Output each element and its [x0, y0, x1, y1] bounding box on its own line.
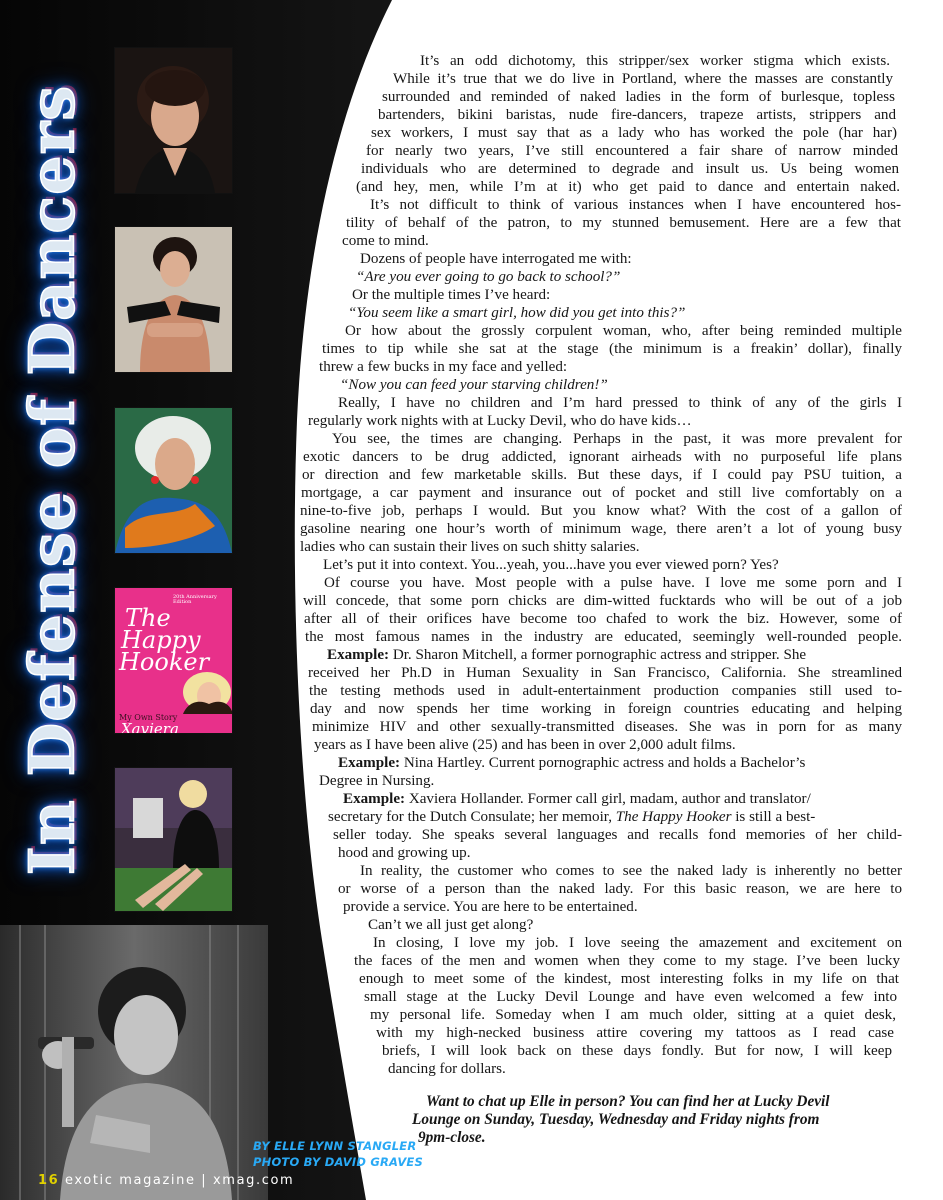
article-line: after all of their orifices have become too chafed to work the biz. However, some of	[304, 611, 902, 627]
article-line: enough to meet some of the kindest, most interesting folks in my life on that	[359, 971, 899, 987]
article-quote: “Now you can feed your starving children!”	[340, 377, 608, 393]
article-line-text: Nina Hartley. Current pornographic actress and holds a Bachelor’s	[400, 755, 806, 771]
photo-author-with-revolver	[0, 925, 268, 1200]
book-edition-text: 20th Anniversary Edition	[173, 594, 217, 605]
article-line: threw a few bucks in my face and yelled:	[319, 359, 568, 375]
book-title-line-1: The	[125, 604, 171, 632]
article-line: with my high-necked business attire covering my tattoos as I read case	[376, 1025, 894, 1041]
article-line: It’s an odd dichotomy, this stripper/sex worker stigma which exists.	[420, 53, 890, 69]
photo-portrait-3	[114, 407, 233, 554]
article-line: gasoline nearing one hour’s worth of minimum wage, there aren’t a lot of young busy	[300, 521, 902, 537]
article-line: seller today. She speaks several languages and recalls fond memories of her child-	[333, 827, 902, 843]
article-line: (and hey, men, while I’m at it) who get paid to dance and entertain naked.	[356, 179, 900, 195]
article-line: While it’s true that we do live in Portland, where the masses are constantly	[393, 71, 893, 87]
example-label: Example:	[327, 647, 390, 663]
article-line: hood and growing up.	[338, 845, 471, 861]
article-line: mortgage, a car payment and insurance out of pocket and still live comfortably on a	[301, 485, 902, 501]
article-line: provide a service. You are here to be entertained.	[343, 899, 638, 915]
article-line: Degree in Nursing.	[319, 773, 435, 789]
article-line	[328, 809, 815, 827]
article-line: In closing, I love my job. I love seeing the amazement and excitement on	[373, 935, 902, 951]
article-line: small stage at the Lucky Devil Lounge and have even welcomed a few into	[364, 989, 897, 1005]
article-line: Or how about the grossly corpulent woman, who, after being reminded multiple	[345, 323, 902, 339]
article-line-text: Xaviera Hollander. Former call girl, madam, author and translator/	[405, 791, 811, 807]
example-label: Example:	[343, 791, 406, 807]
magazine-name: exotic magazine	[65, 1173, 196, 1188]
article-line: regularly work nights with at Lucky Devil, who do have kids…	[308, 413, 692, 429]
book-title-line-2: Happy	[121, 626, 201, 654]
article-quote: “Are you ever going to go back to school?”	[356, 269, 621, 285]
article-line-text: is still a best-	[731, 809, 816, 825]
article-quote: “You seem like a smart girl, how did you get into this?”	[348, 305, 686, 321]
article-line: or direction and few marketable skills. But these days, if I could pay PSU tuition, a	[302, 467, 902, 483]
article-line: surrounded and reminded of naked ladies in the form of burlesque, topless	[382, 89, 895, 105]
article-line: nine-to-five job, perhaps I would. But you know what? With the cost of a gallon of	[300, 503, 902, 519]
article-line: bartenders, bikini baristas, nude fire-dancers, trapeze artists, strippers and	[378, 107, 896, 123]
article-line: ladies who can sustain their lives on such shitty salaries.	[300, 539, 640, 555]
page-number: 16	[38, 1173, 60, 1188]
article-line: dancing for dollars.	[388, 1061, 506, 1077]
article-line: the testing methods used in adult-entertainment production companies still used to-	[309, 683, 902, 699]
photo-portrait-1	[114, 47, 233, 194]
footer-separator: |	[201, 1173, 208, 1188]
article-line: individuals who are determined to degrade and insult us. Us being women	[361, 161, 899, 177]
article-line: Or the multiple times I’ve heard:	[352, 287, 551, 303]
article-line-text: secretary for the Dutch Consulate; her memoir,	[328, 809, 616, 825]
article-line-text: Dr. Sharon Mitchell, a former pornographic actress and stripper. She	[389, 647, 807, 663]
article-line: day and now spends her time working in foreign countries educating and helping	[310, 701, 902, 717]
article-line: It’s not difficult to think of various instances when I have encountered hos-	[370, 197, 901, 213]
example-label: Example:	[338, 755, 401, 771]
author-credit: BY ELLE LYNN STANGLER	[253, 1139, 417, 1153]
article-line: Of course you have. Most people with a pulse have. I love me some porn and I	[324, 575, 902, 591]
article-line: the faces of the men and women when they come to my stage. I’ve been lucky	[354, 953, 900, 969]
article-line: Really, I have no children and I’m hard pressed to think of any of the girls I	[338, 395, 902, 411]
photo-portrait-5	[114, 767, 233, 912]
article-line: received her Ph.D in Human Sexuality in San Francisco, California. She streamlined	[308, 665, 902, 681]
page-footer	[38, 1173, 294, 1188]
article-line: will concede, that some porn chicks are dim-witted fucktards who will be out of a job	[303, 593, 902, 609]
article-line: In reality, the customer who comes to see the naked lady is inherently no better	[360, 863, 902, 879]
article-line: tility of behalf of the patron, to my stunned bemusement. Here are a few that	[346, 215, 901, 231]
photo-portrait-2	[114, 226, 233, 373]
closing-note-line: Lounge on Sunday, Tuesday, Wednesday and Friday nights from	[412, 1111, 820, 1128]
book-cover-image	[114, 587, 233, 734]
article-line: Can’t we all just get along?	[368, 917, 534, 933]
credits	[253, 1138, 423, 1170]
article-line	[327, 647, 806, 665]
closing-note-line: Want to chat up Elle in person? You can find her at Lucky Devil	[426, 1093, 830, 1110]
article-line: for nearly two years, I’ve still encountered a fair share of narrow minded	[366, 143, 898, 159]
article-line: Let’s put it into context. You...yeah, you...have you ever viewed porn? Yes?	[323, 557, 779, 573]
article-line: come to mind.	[342, 233, 429, 249]
article-line: briefs, I will look back on these days fondly. But for now, I will keep	[382, 1043, 892, 1059]
book-cover-photo	[173, 670, 233, 714]
article-line: You see, the times are changing. Perhaps in the past, it was more prevalent for	[332, 431, 902, 447]
article-line: sex workers, I must say that as a lady who has worked the pole (har har)	[371, 125, 897, 141]
article-line: minimize HIV and other sexually-transmitted diseases. She was in porn for as many	[312, 719, 902, 735]
article-line: or worse of a person than the naked lady. For this basic reason, we are here to	[338, 881, 902, 897]
book-subtitle: My Own Story	[119, 713, 178, 722]
closing-note-line: 9pm-close.	[418, 1129, 486, 1146]
book-title-line-3: Hooker	[119, 648, 210, 676]
photo-credit: PHOTO BY DAVID GRAVES	[253, 1155, 423, 1169]
article-line: exotic dancers to be drug addicted, ignorant airheads with no purposeful life plans	[303, 449, 902, 465]
article-line: years as I have been alive (25) and has been in over 2,000 adult films.	[314, 737, 736, 753]
site-url: xmag.com	[213, 1173, 295, 1188]
article-line	[338, 755, 805, 773]
magazine-page: In Defense of Dancers 20th Anniversary Edition The Happy Hooker My Own Story Xaviera BY ELLE LYNN STANGLER PHOTO BY DAVID GRAVES 16 exotic magazine | xmag.com It’s an odd dichotomy, this stripper/sex worker stigma which exists. While it’s true that we do live in Portland, where the masses are constantly surrounded and reminded of naked ladies in the form of burlesque, topless bartenders, bikini baristas, nude fire-dancers, trapeze artists, strippers and sex workers, I must say that as a lady who has worked the pole (har har) for nearly two years, I’ve still encountered a fair share of narrow minded individuals who are determined to degrade and insult us. Us being women (and hey, men, while I’m at it) who get paid to dance and entertain naked. It’s not difficult to think of various instances when I have encountered hos- tility of behalf of the patron, to my stunned bemusement. Here are a few that come to mind. Dozens of people have interrogated me with: “Are you ever going to go back to school?” Or the multiple times I’ve heard: “You seem like a smart girl, how did you get into this?” Or how about the grossly corpulent woman, who, after being reminded multiple times to tip while she sat at the stage (the minimum is a freakin’ dollar), finally threw a few bucks in my face and yelled: “Now you can feed your starving children!” Really, I have no children and I’m hard pressed to think of any of the girls I regularly work nights with at Lucky Devil, who do have kids… You see, the times are changing. Perhaps in the past, it was more prevalent for exotic dancers to be drug addicted, ignorant airheads with no purposeful life plans or direction and few marketable skills. But these days, if I could pay PSU tuition, a mortgage, a car payment and insurance out of pocket and still live comfortably on a nine-to-five job, perhaps I would. But you know what? With the cost of a gallon of gasoline nearing one hour’s worth of minimum wage, there aren’t a lot of young busy ladies who can sustain their lives on such shitty salaries. Let’s put it into context. You...yeah, you...have you ever viewed porn? Yes? Of course you have. Most people with a pulse have. I love me some porn and I will concede, that some porn chicks are dim-witted fucktards who will be out of a job after all of their orifices have become too chafed to work the biz. However, some of the most famous names in the industry are educated, seemingly well-rounded people. Example: Dr. Sharon Mitchell, a former pornographic actress and stripper. She received her Ph.D in Human Sexuality in San Francisco, California. She streamlined the testing methods used in adult-entertainment production companies still used to- day and now spends her time working in foreign countries educating and helping minimize HIV and other sexually-transmitted diseases. She was in porn for as many years as I have been alive (25) and has been in over 2,000 adult films. Example: Nina Hartley. Current pornographic actress and holds a Bachelor’s Degree in Nursing. Example: Xaviera Hollander. Former call girl, madam, author and translator/ secretary for the Dutch Consulate; her memoir, The Happy Hooker is still a best- seller today. She speaks several languages and recalls fond memories of her child- hood and growing up. In reality, the customer who comes to see the naked lady is inherently no better or worse of a person than the naked lady. For this basic reason, we are here to provide a service. You are here to be entertained. Can’t we all just get along? In closing, I love my job. I love seeing the amazement and excitement on the faces of the men and women when they come to my stage. I’ve been lucky enough to meet some of the kindest, most interesting folks in my life on that small stage at the Lucky Devil Lounge and have even welcomed a few into my personal life. Someday when I am much older, sitting at a quiet desk, with my high-necked business attire covering my tattoos as I read case briefs, I will look back on these days fondly. But for now, I will keep dancing for dollars. Want to chat up Elle in person? You can find her at Lucky Devil Lounge on Sunday, Tuesday, Wednesday and Friday nights from 9pm-close.	[0, 0, 943, 1200]
article-line	[343, 791, 811, 809]
article-line: times to tip while she sat at the stage (the minimum is a freakin’ dollar), finally	[322, 341, 902, 357]
article-line: the most famous names in the industry are educated, seemingly well-rounded people.	[305, 629, 902, 645]
book-author: Xaviera	[121, 720, 179, 734]
article-line: my personal life. Someday when I am much older, sitting at a quiet desk,	[370, 1007, 896, 1023]
book-title-inline: The Happy Hooker	[615, 809, 732, 825]
article-line: Dozens of people have interrogated me with:	[360, 251, 632, 267]
